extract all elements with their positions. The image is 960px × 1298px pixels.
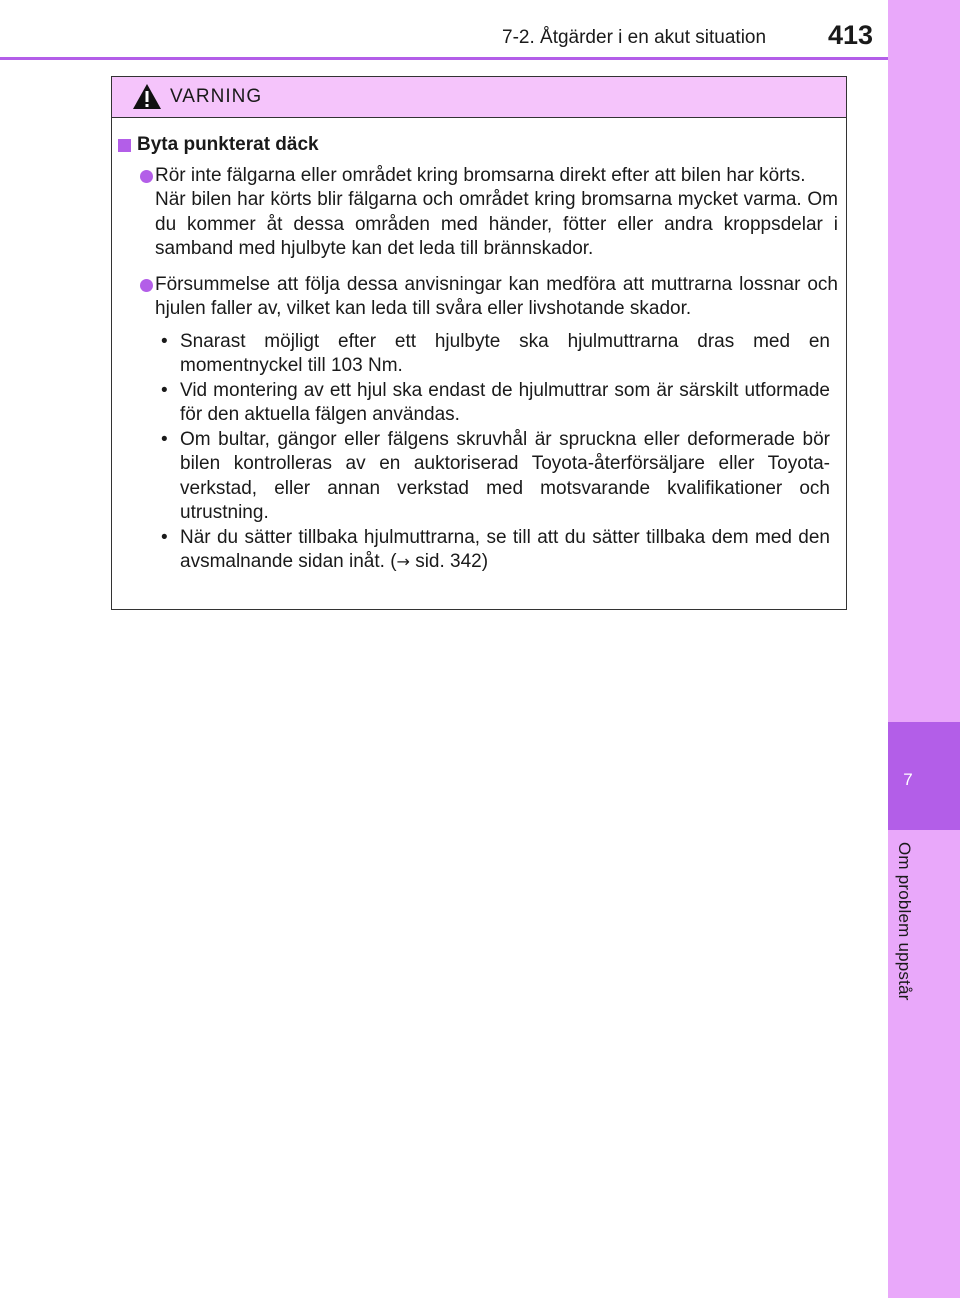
sublist-item-text: Snarast möjligt efter ett hjulbyte ska hjulmuttrarna dras med en momentnyckel till 103 Nm. xyxy=(180,330,830,376)
warning-item xyxy=(118,164,838,262)
circle-bullet-icon xyxy=(140,170,153,183)
warning-item-text: Försummelse att följa dessa anvisningar kan medföra att muttrarna lossnar och hjulen faller av, vilket kan leda till svåra eller livshotande skador. xyxy=(155,273,838,319)
sublist-item xyxy=(161,428,830,526)
page-number: 413 xyxy=(828,20,874,50)
arrow-right-icon: → xyxy=(396,552,410,571)
dot-bullet-icon: • xyxy=(161,428,168,450)
dot-bullet-icon: • xyxy=(161,526,168,548)
sublist-item-text: När du sätter tillbaka hjulmuttrarna, se till att du sätter tillbaka dem med den avsmalnande sidan inåt. ( xyxy=(180,526,830,572)
circle-bullet-icon xyxy=(140,279,153,292)
warning-triangle-icon xyxy=(132,83,162,110)
page-reference: sid. 342) xyxy=(409,551,489,572)
warning-title: VARNING xyxy=(170,86,263,107)
warning-heading-text: Byta punkterat däck xyxy=(137,134,319,155)
sublist-item xyxy=(161,379,830,428)
chapter-side-strip xyxy=(888,0,960,1298)
sublist-item-text: Om bultar, gängor eller fälgens skruvhål är spruckna eller deformerade bör bilen kontrolleras av en auktoriserad Toyota-återförsäljare eller Toyota-verkstad, eller annan verkstad med motsvarande kvalifikationer och utrustning. xyxy=(180,428,830,523)
warning-sublist xyxy=(118,330,838,575)
sublist-item xyxy=(161,526,830,575)
square-bullet-icon xyxy=(118,139,131,152)
sublist-item-text: Vid montering av ett hjul ska endast de hjulmuttrar som är särskilt utformade för den aktuella fälgen användas. xyxy=(180,379,830,425)
warning-item xyxy=(118,273,838,322)
sublist-item xyxy=(161,330,830,379)
warning-header xyxy=(112,77,846,118)
dot-bullet-icon: • xyxy=(161,330,168,352)
section-title: 7-2. Åtgärder i en akut situation xyxy=(502,27,767,48)
warning-item-text: När bilen har körts blir fälgarna och området kring bromsarna mycket varma. Om du kommer åt dessa områden med händer, fötter eller andra kroppsdelar i samband med hjulbyte kan det leda till brännskador. xyxy=(155,189,838,259)
warning-item-text: Rör inte fälgarna eller området kring bromsarna direkt efter att bilen har körts. xyxy=(155,164,806,186)
warning-box xyxy=(111,76,847,610)
warning-content xyxy=(112,118,846,575)
dot-bullet-icon: • xyxy=(161,379,168,401)
header-rule xyxy=(0,57,890,60)
warning-heading xyxy=(118,133,838,158)
chapter-title: Om problem uppstår xyxy=(895,842,914,1001)
chapter-number: 7 xyxy=(903,770,913,789)
